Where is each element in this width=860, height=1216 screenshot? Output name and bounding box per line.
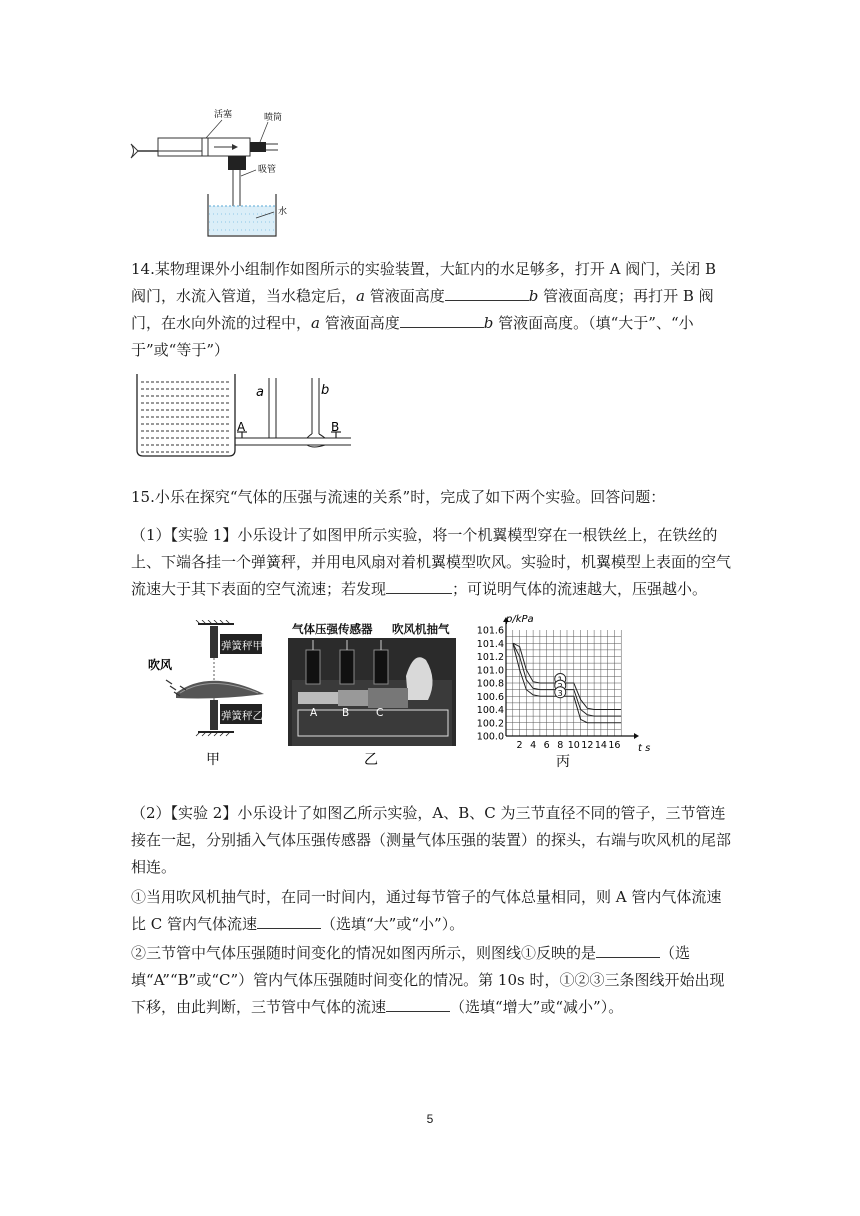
chart-xlabel: t s	[638, 743, 651, 754]
tube-a-label: a	[256, 385, 264, 400]
chart-x-tick-label: 2	[516, 740, 523, 751]
q14-blank-2[interactable]	[400, 312, 484, 328]
q14-var-b1: b	[528, 287, 539, 305]
sub1-text-2: （选填“大”或“小”）。	[321, 915, 465, 933]
q14-var-a1: a	[356, 287, 365, 305]
chart-y-tick-label: 100.0	[476, 731, 504, 743]
page-number: 5	[426, 1112, 434, 1126]
valve-a-label: A	[237, 420, 246, 434]
chart-x-tick-label: 12	[581, 740, 594, 751]
piston-label: 活塞	[214, 110, 233, 120]
sub1-blank[interactable]	[257, 913, 321, 929]
q14-var-a2: a	[311, 314, 320, 332]
sub2-text-1: ②三节管中气体压强随时间变化的情况如图丙所示，则图线①反映的是	[131, 944, 597, 962]
sub2-text-2: （选填“A”“B”或“C”）管内气体压强随时间变化的情况。第 10s 时，①②③三条图线开始出现下移，由此判断，三节管中气体的流速	[131, 944, 725, 1016]
question-14	[131, 256, 731, 364]
pipe-b-label: B	[342, 707, 350, 719]
chart-x-arrow	[634, 733, 639, 739]
chart-y-tick-label: 101.6	[476, 625, 504, 637]
q14-text-4: 管液面高度	[319, 314, 400, 332]
caption-bing: 丙	[556, 754, 570, 770]
chart-x-tick-label: 6	[543, 740, 550, 751]
pipe-a-label: A	[310, 707, 318, 719]
top-scale-label: 弹簧秤甲	[221, 640, 263, 652]
chart-x-tick-label: 14	[594, 740, 607, 751]
bottom-scale-label: 弹簧秤乙	[221, 710, 263, 722]
pipe-c-label: C	[376, 707, 384, 719]
chart-y-tick-label: 100.4	[476, 705, 504, 716]
exp1-text-1: （1）【实验 1】小乐设计了如图甲所示实验，将一个机翼模型穿在一根铁丝上，在铁丝的上、下端各挂一个弹簧秤，并用电风扇对着机翼模型吹风。实验时，机翼模型上表面的空气流速大于其下表面的空气流速；若发现	[131, 526, 732, 598]
figure-yi	[288, 620, 456, 770]
chart-x-tick-label: 10	[567, 740, 580, 751]
tube-b-label: b	[321, 383, 330, 398]
water-label: 水	[278, 207, 288, 217]
question-15-sub1	[131, 884, 731, 938]
q14-text-3: 管液面高度；再打开 B 阀门，在水向外流的过程中，	[131, 287, 714, 332]
figure-jia	[140, 620, 276, 770]
tank-figure	[133, 372, 353, 460]
chart-series-label: 3	[557, 688, 563, 698]
chart-y-tick-label: 100.2	[476, 718, 504, 730]
sensor-label: 气体压强传感器	[292, 622, 373, 636]
nozzle-label: 喷筒	[264, 113, 283, 123]
question-15-exp2: （2）【实验 2】小乐设计了如图乙所示实验，A、B、C 为三节直径不同的管子，三节管连接在一起，分别插入气体压强传感器（测量气体压强的装置）的探头，右端与吹风机的尾部相连。	[131, 804, 732, 876]
sub1-text-1: ①当用吹风机抽气时，在同一时间内，通过每节管子的气体总量相同，则 A 管内气体流速比 C 管内气体流速	[131, 888, 722, 933]
question-15-sub2	[131, 940, 731, 1021]
chart-y-tick-label: 101.0	[476, 665, 504, 677]
chart-y-tick-label: 101.4	[476, 638, 504, 650]
q14-text-5: 管液面高度。（填“大于”、“小于”或“等于”）	[131, 314, 694, 359]
q14-var-b2: b	[483, 314, 494, 332]
caption-yi: 乙	[364, 752, 378, 768]
chart-x-tick-label: 8	[557, 740, 564, 751]
sub2-text-3: （选填“增大”或“减小”）。	[450, 998, 624, 1016]
sub2-blank-1[interactable]	[596, 942, 660, 958]
sub2-blank-2[interactable]	[386, 996, 450, 1012]
blow-label: 吹风	[148, 658, 173, 672]
valve-b-label: B	[331, 420, 340, 434]
chart-y-tick-label: 100.6	[476, 691, 504, 703]
question-15-exp1	[131, 522, 731, 603]
q14-text-2: 管液面高度	[364, 287, 445, 305]
blower-label: 吹风机抽气	[392, 622, 450, 636]
chart-y-tick-label: 101.2	[476, 652, 504, 663]
question-15-intro: 15.小乐在探究“气体的压强与流速的关系”时，完成了如下两个实验。回答问题：	[131, 488, 666, 506]
chart-y-tick-label: 100.8	[476, 678, 504, 690]
tube-label: 吸管	[258, 165, 277, 175]
chart-x-tick-label: 4	[530, 740, 537, 751]
q14-blank-1[interactable]	[445, 285, 529, 301]
exp1-blank[interactable]	[386, 578, 452, 594]
chart-ylabel: p/kPa	[506, 614, 534, 625]
q14-text-1: 14.某物理课外小组制作如图所示的实验装置，大缸内的水足够多，打开 A 阀门，关闭 B 阀门，水流入管道，当水稳定后，	[131, 260, 717, 305]
figure-bing-chart	[462, 610, 662, 772]
exp1-text-2: ；可说明气体的流速越大，压强越小。	[452, 580, 708, 598]
caption-jia: 甲	[206, 752, 220, 768]
sprayer-figure	[128, 108, 308, 244]
chart-x-tick-label: 16	[608, 740, 621, 751]
